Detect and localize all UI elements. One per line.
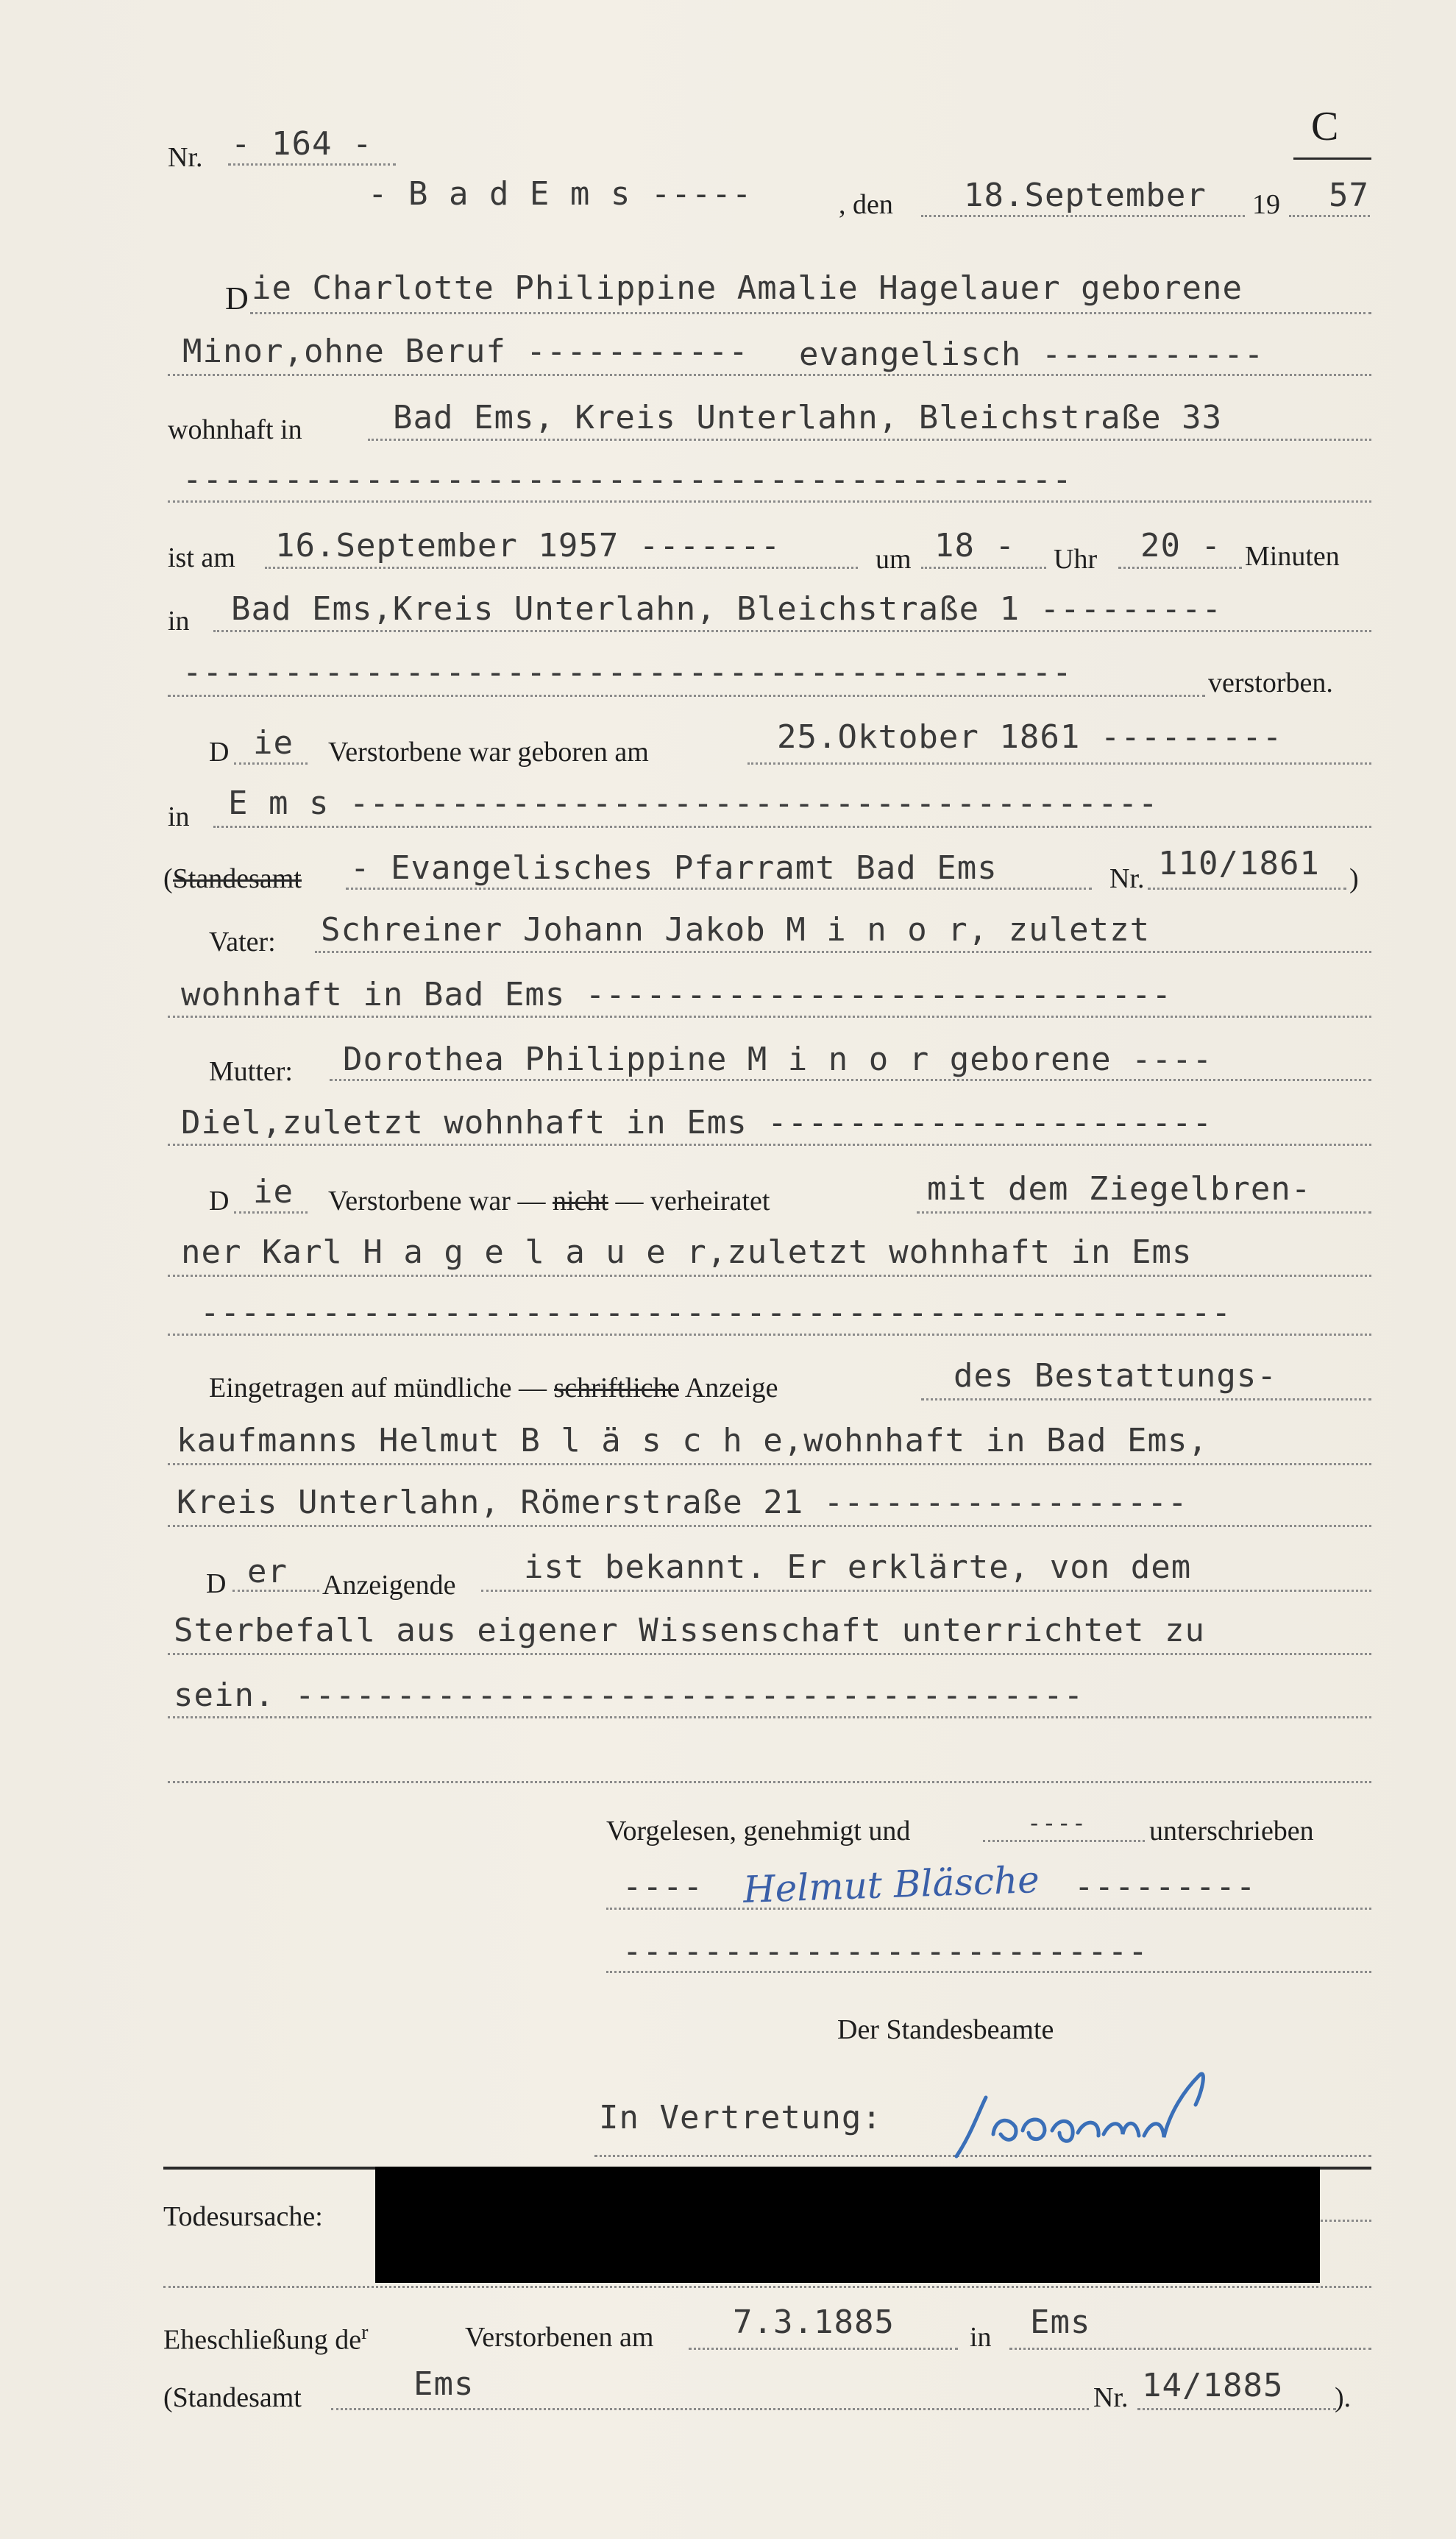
death-fill-dotline <box>168 695 1205 697</box>
birth-place: E m s ---------------------------------------- <box>228 785 1159 822</box>
spouse-line-1: mit dem Ziegelbren- <box>927 1170 1312 1208</box>
minuten-label: Minuten <box>1245 541 1340 572</box>
informant-signature: Helmut Bläsche <box>742 1858 1040 1912</box>
schriftliche-struck: schriftliche <box>553 1373 680 1403</box>
d-suffix-3: ie <box>253 1173 294 1211</box>
mutter-label: Mutter: <box>209 1056 293 1087</box>
vater-dotline-2 <box>168 1016 1371 1018</box>
anzeige-label: Anzeige <box>684 1373 778 1403</box>
verstorbenen-label: Verstorbenen am <box>465 2322 654 2353</box>
registry-name: - Evangelisches Pfarramt Bad Ems <box>350 849 998 887</box>
registry-row <box>163 863 302 895</box>
death-place: Bad Ems,Kreis Unterlahn, Bleichstraße 1 --------- <box>231 590 1223 628</box>
vorgelesen-fill: ---- <box>1027 1809 1087 1837</box>
vater-dotline-1 <box>315 951 1371 953</box>
spouse-dotline-3 <box>168 1334 1371 1336</box>
report-line-3: Kreis Unterlahn, Römerstraße 21 ------------------ <box>177 1484 1188 1521</box>
religion: evangelisch ----------- <box>799 336 1265 373</box>
registry-nr-dotline <box>1148 888 1346 890</box>
statement-1: ist bekannt. Er erklärte, von dem <box>524 1548 1192 1586</box>
geboren-label: Verstorbene war geboren am <box>328 737 649 768</box>
signature-prefix: ---- <box>622 1868 703 1905</box>
year-suffix: 57 <box>1329 177 1369 214</box>
vorgelesen-label: Vorgelesen, genehmigt und <box>606 1816 911 1846</box>
address-fill-dotline <box>168 500 1371 503</box>
d-label-2: D <box>209 737 230 768</box>
nr-value: - 164 - <box>231 125 373 163</box>
eheschliessung-label: Eheschließung $de^r$ <box>163 2321 369 2356</box>
standesamt-struck: Standesamt <box>172 863 302 894</box>
signature-line-2: -------------------------- <box>622 1933 1148 1970</box>
close-paren: ) <box>1349 863 1359 894</box>
report-dotline-2 <box>168 1463 1371 1465</box>
open-paren: ( <box>163 863 173 894</box>
spouse-dotline-2 <box>168 1275 1371 1277</box>
footer-close: ). <box>1335 2382 1352 2413</box>
d-suffix-2: ie <box>253 724 294 762</box>
vater-label: Vater: <box>209 927 276 957</box>
death-minutes: 20 - <box>1140 527 1221 564</box>
um-label: um <box>876 544 912 575</box>
address-fill: -------------------------------------------- <box>182 461 1073 498</box>
verheiratet-label: — verheiratet <box>615 1186 770 1217</box>
todesursache-label: Todesursache: <box>163 2201 323 2232</box>
report-dotline-3 <box>168 1525 1371 1527</box>
unterschrieben-label: unterschrieben <box>1149 1816 1314 1846</box>
birth-place-dotline <box>213 826 1371 828</box>
marriage-date-dotline <box>689 2348 958 2350</box>
statement-dotline-2 <box>168 1653 1371 1655</box>
standesamt-value: Ems <box>413 2365 475 2403</box>
nicht-struck: nicht <box>552 1186 608 1217</box>
in-label-death: in <box>168 606 190 637</box>
marriage-place: Ems <box>1030 2303 1091 2341</box>
statement-3: sein. --------------------------------------- <box>174 1676 1084 1714</box>
death-place-dotline <box>213 630 1371 632</box>
statement-dotline-1 <box>481 1590 1371 1592</box>
nr-label: Nr. <box>168 142 203 173</box>
uhr-label: Uhr <box>1054 544 1098 575</box>
registry-nr-label: Nr. <box>1109 863 1145 894</box>
nr-dotline <box>228 163 396 166</box>
ist-am-label: ist am <box>168 542 235 573</box>
spouse-dotline-1 <box>917 1211 1371 1214</box>
death-date: 16.September 1957 ------- <box>275 527 781 564</box>
in-label-birth: in <box>168 801 190 832</box>
death-hour: 18 - <box>934 527 1015 564</box>
hour-dotline <box>921 567 1046 569</box>
name-dotline-1 <box>250 312 1371 314</box>
signature-suffix: --------- <box>1074 1868 1257 1905</box>
mutter-dotline-1 <box>330 1079 1371 1081</box>
vorgelesen-dotline <box>983 1840 1145 1842</box>
spouse-line-2: ner Karl H a g e l a u e r,zuletzt wohnhaft in Ems <box>181 1233 1193 1271</box>
verstorben-label: verstorben. <box>1208 667 1333 698</box>
address-dotline <box>368 439 1371 441</box>
report-line-1: des Bestattungs- <box>953 1357 1277 1395</box>
spouse-line-3: --------------------------------------------------- <box>200 1294 1232 1331</box>
footer-nr-label: Nr. <box>1093 2382 1129 2413</box>
corner-letter: C <box>1311 104 1339 149</box>
birth-date-dotline <box>747 762 1371 765</box>
footer-nr-dotline <box>1137 2408 1336 2410</box>
report-row <box>209 1372 778 1404</box>
war-label: Verstorbene war — <box>328 1186 546 1217</box>
year-dotline <box>1289 215 1370 217</box>
redaction-block <box>375 2167 1320 2283</box>
year-prefix: 19 <box>1252 189 1280 220</box>
statement-dotline-4 <box>168 1781 1371 1783</box>
vater-line-2: wohnhaft in Bad Ems ----------------------------- <box>181 976 1173 1013</box>
signature-dotline-1 <box>606 1908 1371 1910</box>
standesamt-dotline <box>331 2408 1089 2410</box>
d-label-4: D <box>206 1568 227 1599</box>
place-name: - B a d E m s ----- <box>368 175 753 213</box>
wohnhaft-label: wohnhaft in <box>168 414 302 445</box>
vertretung-label: In Vertretung: <box>599 2099 882 2136</box>
d-label-3: D <box>209 1186 230 1217</box>
name-line-2: Minor,ohne Beruf ----------- <box>182 333 749 370</box>
corner-underline <box>1293 157 1371 160</box>
eingetragen-label: Eingetragen auf mündliche — <box>209 1373 547 1403</box>
mutter-line-2: Diel,zuletzt wohnhaft in Ems ---------------------- <box>181 1104 1213 1141</box>
mutter-dotline-2 <box>168 1144 1371 1146</box>
registry-dotline <box>346 888 1092 890</box>
address: Bad Ems, Kreis Unterlahn, Bleichstraße 33 <box>393 399 1223 436</box>
report-line-2: kaufmanns Helmut B l ä s c h e,wohnhaft in Bad Ems, <box>177 1422 1209 1459</box>
mutter-line-1: Dorothea Philippine M i n o r geborene ---- <box>343 1041 1213 1078</box>
signature-dotline-2 <box>606 1971 1371 1973</box>
name-dotline-2 <box>168 374 1371 376</box>
marriage-date: 7.3.1885 <box>733 2303 895 2341</box>
marriage-status-row <box>328 1185 770 1217</box>
registry-nr: 110/1861 <box>1158 845 1320 882</box>
anzeigende-label: Anzeigende <box>322 1570 456 1601</box>
footer-nr: 14/1885 <box>1142 2367 1284 2404</box>
standesbeamte-label: Der Standesbeamte <box>837 2014 1054 2045</box>
vater-line-1: Schreiner Johann Jakob M i n o r, zuletzt <box>321 911 1151 949</box>
registrar-signature <box>949 2046 1295 2171</box>
cause-dotline-2 <box>163 2286 1371 2288</box>
statement-dotline-3 <box>168 1716 1371 1718</box>
d-suffix-dotline-3 <box>234 1211 308 1214</box>
d-label-1: D <box>225 280 249 316</box>
den-label: , den <box>839 189 893 220</box>
header-date: 18.September <box>964 177 1207 214</box>
in-label-marriage: in <box>970 2322 992 2353</box>
name-line-1: ie Charlotte Philippine Amalie Hagelauer geborene <box>252 269 1243 307</box>
report-dotline-1 <box>921 1398 1371 1400</box>
date-dotline <box>921 215 1245 217</box>
statement-2: Sterbefall aus eigener Wissenschaft unterrichtet zu <box>174 1612 1206 1649</box>
death-place-fill: -------------------------------------------- <box>182 654 1073 691</box>
standesamt-label: (Standesamt <box>163 2382 302 2413</box>
d-suffix-4: er <box>247 1553 288 1590</box>
marriage-place-dotline <box>1009 2348 1371 2350</box>
d-suffix-dotline-2 <box>234 762 308 765</box>
minute-dotline <box>1118 567 1242 569</box>
death-date-dotline <box>265 567 858 569</box>
birth-date: 25.Oktober 1861 --------- <box>777 718 1283 756</box>
